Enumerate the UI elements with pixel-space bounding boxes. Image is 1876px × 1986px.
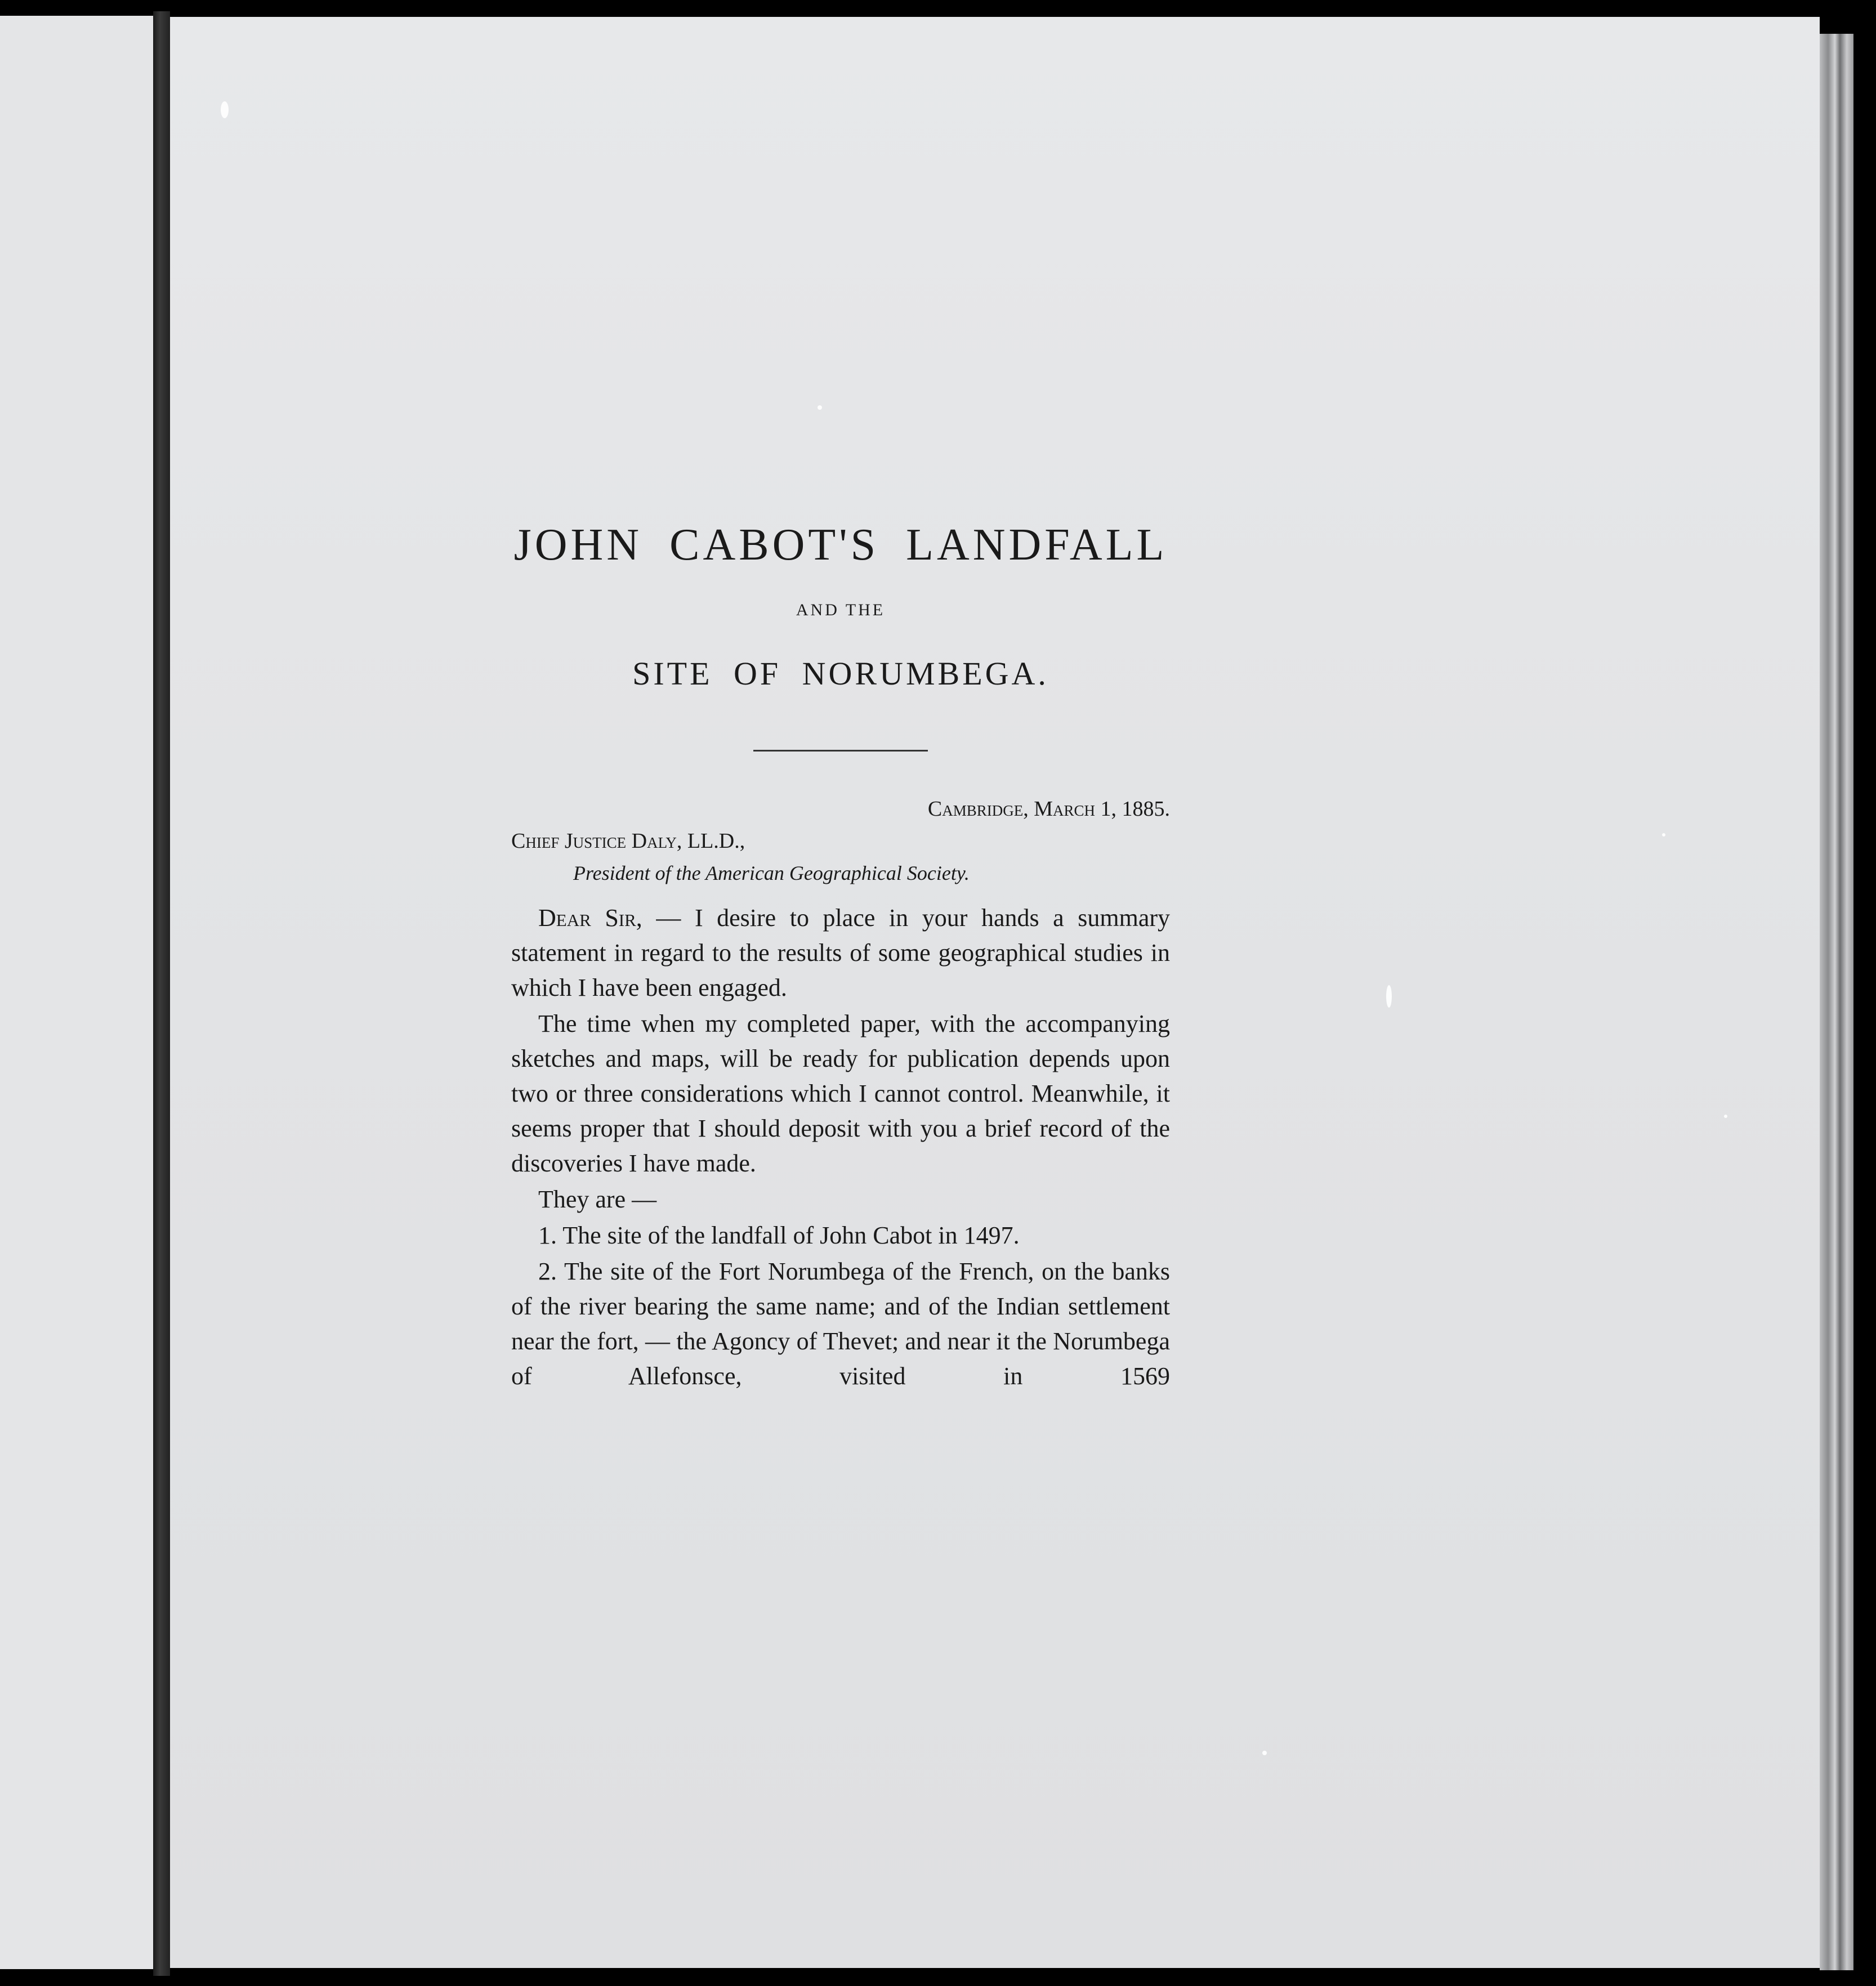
page-fore-edge [1820, 34, 1853, 1970]
dateline: Cambridge, March 1, 1885. [927, 797, 1170, 821]
dust-speck [1662, 833, 1665, 837]
addressee: Chief Justice Daly, LL.D., [511, 829, 745, 853]
list-item-2: 2. The site of the Fort Norumbega of the French, on the banks of the river bearing the same name; and of the Indian settlement near the fort, — the Agoncy of Thevet; and near it the Norumbega of Allefonsce, visited in 1569 [511, 1258, 1170, 1390]
dust-speck [1386, 985, 1392, 1008]
dust-speck [221, 101, 229, 118]
paragraph-1-text: — I desire to place in your hands a summary statement in regard to the results of some geographical studies in which I have been engaged. [511, 904, 1170, 1002]
salutation: Dear Sir, [538, 904, 642, 932]
book-spine [153, 11, 170, 1976]
letter-text [511, 518, 1170, 1394]
addressee-title: President of the American Geographical Society. [573, 861, 970, 884]
list-item-1: 1. The site of the landfall of John Cabot in 1497. [538, 1222, 1020, 1250]
title-connector: AND THE [796, 601, 886, 619]
facing-page [0, 16, 153, 1969]
paragraph-2: The time when my completed paper, with the accompanying sketches and maps, will be ready for publication depends upon two or three considerations which I cannot control. Meanwhile, it seems proper that I should deposit with you a brief record of the discoveries I have made. [511, 1010, 1170, 1178]
dust-speck [1724, 1115, 1727, 1118]
dust-speck [818, 405, 822, 410]
paragraph-3: They are — [538, 1186, 657, 1214]
page-subtitle: SITE OF NORUMBEGA. [632, 655, 1049, 692]
paragraph-1 [511, 901, 1170, 1005]
page-title: JOHN CABOT'S LANDFALL [513, 520, 1168, 570]
dust-speck [1262, 1751, 1267, 1755]
title-rule [753, 750, 928, 752]
